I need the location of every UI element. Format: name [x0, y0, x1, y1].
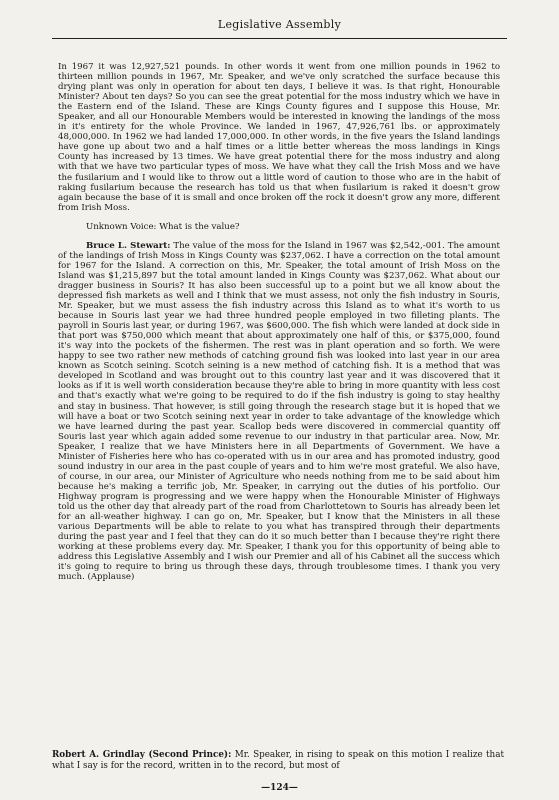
paragraph-text: The value of the moss for the Island in 1967 was $2,542,-001. The amount of the landings of Irish Moss in Kings County was $237,062. I have a correction on the total amount for 1967 for the Island. A correction on this, Mr. Speaker, the total amount of Irish Moss on the Island was $1,215,897 but the total amount landed in Kings County was $237,062. What about our dragger business in Souris? It has also been successful up to a point but we all know about the depressed fish markets as well and I think that we must assess, not only the fish industry in Souris, Mr. Speaker, but we must assess the fish industry across this Island as to what it's worth to us because in Souris last year we had three hundred people employed in two filleting plants. The payroll in Souris last year, or during 1967, was $600,000. The fish which were landed at dock side in that port was $750,000 which meant that about approximately one half of this, or $375,000, found it's way into the pockets of the fishermen. The rest was in plant operation and so forth. We were happy to see two rather new methods of catching ground fish was looked into last year in our area known as Scotch seining. Scotch seining is a new method of catching fish. It is a method that was developed in Scotland and was brought out to this country last year and it was discovered that it looks as if it is well worth consideration because they're able to bring in more quantity with less cost and that's exactly what we're going to be required to do if the fish industry is going to stay healthy and stay in business. That however, is still going through the research stage but it is hoped that we will have a boat or two Scotch seining next year in order to take advantage of the knowledge which we have learned during the past year. Scallop beds were discovered in commercial quantity off Souris last year which again added some revenue to our industry in that particular area. Now, Mr. Speaker, I realize that we have Ministers here in all Departments of Government. We have a Minister of Fisheries here who has co-operated with us in our area and has promoted industry, good sound industry in our area in the past couple of years and to him we're most grateful. We also have, of course, in our area, our Minister of Agriculture who needs nothing from me to be said about him because he's making a terrific job, Mr. Speaker, in carrying out the duties of his portfolio. Our Highway program is progressing and we were happy when the Honourable Minister of Highways told us the other day that already part of the road from Charlottetown to Souris has already been let for an all-weather highway. I can go on, Mr. Speaker, but I know that the Ministers in all these various Departments will be able to relate to you what has transpired through their departments during the past year and I feel that they can do it so much better than I because they're right there working at these problems every day. Mr. Speaker, I thank you for this opportunity of being able to address this Legislative Assembly and I wish our Premier and all of his Cabinet all the success which it's going to require to bring us through these days, through troublesome times. I thank you very much. (Applause) — [58, 240, 500, 583]
paragraph-continued — [52, 750, 504, 771]
speaker-name: Bruce L. Stewart: — [86, 240, 171, 251]
document-body — [58, 62, 500, 582]
paragraph — [58, 62, 500, 213]
speaker-name: Unknown Voice: — [86, 221, 157, 232]
paragraph — [58, 222, 500, 232]
paragraph-text: In 1967 it was 12,927,521 pounds. In other words it went from one million pounds in 1962 to thirteen million pounds in 1967, Mr. Speaker, and we've only scratched the surface because this drying plant was only in operation for about ten days, I believe it was. Is that right, Honourable Minister? About ten days? So you can see the great potential for the moss industry which we have in the Eastern end of the Island. These are Kings County figures and I suppose this House, Mr. Speaker, and all our Honourable Members would be interested in knowing the landings of the moss in it's entirety for the whole Province. We landed in 1967, 47,926,761 lbs. or approximately 48,000,000. In 1962 we had landed 17,000,000. In other words, in the five years the Island landings have gone up about two and a half times or a little better whereas the moss landings in Kings County has increased by 13 times. We have great potential there for the moss industry and along with that we have two particular types of moss. We have what they call the Irish Moss and we have the fusilarium and I would like to throw out a little word of caution to those who are in the habit of raking fusilarium because the research has told us that when fusilarium is raked it doesn't grow again because the base of it is small and once broken off the rock it doesn't grow any more, different from Irish Moss. — [58, 62, 500, 213]
paragraph — [58, 241, 500, 583]
paragraph-text: Mr. Speaker, in rising to speak on this motion I realize that what I say is for the record, written in to the record, but most of — [52, 750, 504, 771]
header-rule — [52, 38, 507, 39]
page-number: —124— — [261, 783, 298, 793]
speaker-name: Robert A. Grindlay (Second Prince): — [52, 750, 232, 760]
running-header: Legislative Assembly — [217, 18, 342, 31]
paragraph-text: What is the value? — [159, 221, 240, 232]
